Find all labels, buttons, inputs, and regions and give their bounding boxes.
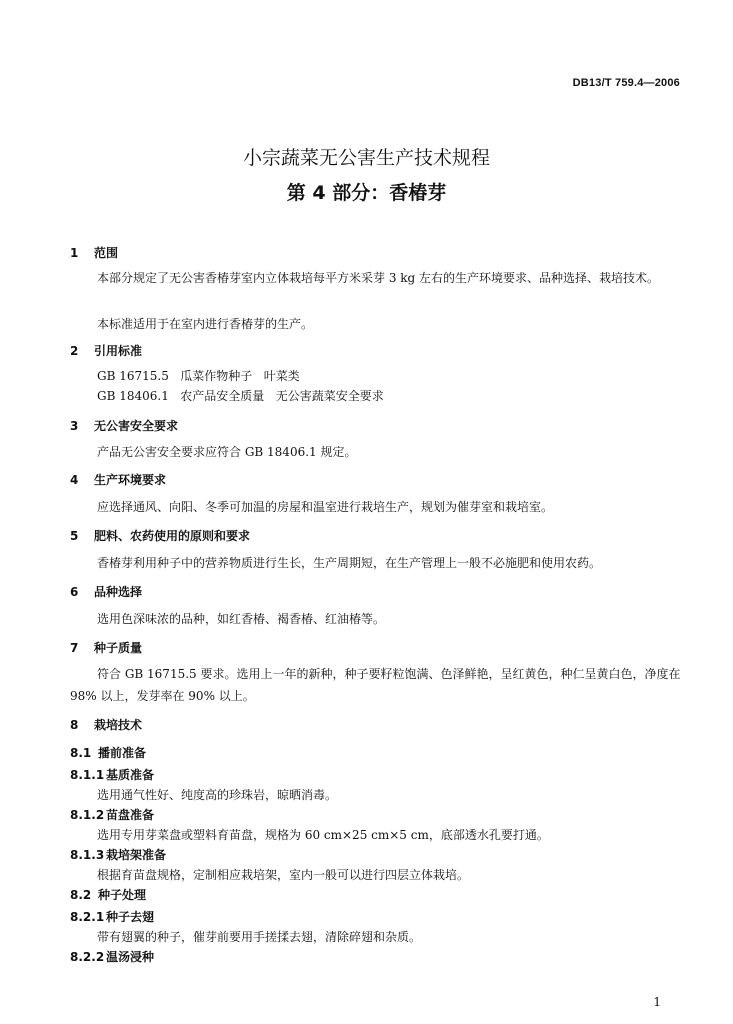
paragraph: 选用通气性好、纯度高的珍珠岩，晾晒消毒。 [97, 788, 338, 802]
section-title: 无公害安全要求 [94, 419, 179, 433]
subsection-heading-8-2-2 [70, 948, 154, 965]
section-title: 肥料、农药使用的原则和要求 [94, 529, 251, 543]
section-number: 8.1 [70, 746, 92, 760]
subsection-heading-8-1 [70, 744, 146, 761]
section-number: 8.2 [70, 888, 92, 902]
section-heading-1 [70, 244, 118, 261]
section-title: 栽培技术 [94, 718, 143, 732]
section-number: 8.2.1 [70, 910, 105, 924]
section-heading-6 [70, 583, 142, 600]
section-title: 范围 [94, 246, 119, 260]
section-title: 引用标准 [94, 344, 143, 358]
section-heading-4 [70, 471, 166, 488]
section-title: 基质准备 [106, 768, 155, 782]
section-title: 播前准备 [98, 746, 147, 760]
section-heading-3 [70, 417, 178, 434]
section-number: 4 [70, 473, 79, 487]
section-number: 7 [70, 641, 79, 655]
document-code: DB13/T 759.4—2006 [572, 77, 680, 89]
section-number: 6 [70, 585, 79, 599]
section-title: 栽培架准备 [106, 848, 167, 862]
section-heading-5 [70, 527, 250, 544]
section-number: 3 [70, 419, 79, 433]
section-number: 8 [70, 718, 79, 732]
subsection-heading-8-1-1 [70, 766, 154, 783]
paragraph: 选用色深味浓的品种，如红香椿、褐香椿、红油椿等。 [97, 612, 386, 626]
paragraph: 香椿芽利用种子中的营养物质进行生长，生产周期短，在生产管理上一般不必施肥和使用农药。 [97, 556, 602, 570]
section-heading-7 [70, 639, 142, 656]
page-number: 1 [653, 995, 661, 1009]
paragraph: 根据育苗盘规格，定制相应栽培架，室内一般可以进行四层立体栽培。 [97, 868, 470, 882]
section-number: 8.2.2 [70, 950, 105, 964]
section-title: 苗盘准备 [106, 808, 155, 822]
section-number: 8.1.2 [70, 808, 105, 822]
section-number: 2 [70, 344, 79, 358]
section-title: 种子处理 [98, 888, 147, 902]
paragraph: 选用专用芽菜盘或塑料育苗盘，规格为 60 cm×25 cm×5 cm，底部透水孔要打通。 [97, 828, 549, 842]
section-heading-8 [70, 716, 142, 733]
subsection-heading-8-2-1 [70, 908, 154, 925]
section-title: 温汤浸种 [106, 950, 155, 964]
section-number: 1 [70, 246, 79, 260]
section-title: 品种选择 [94, 585, 143, 599]
subsection-heading-8-1-2 [70, 806, 154, 823]
document-title: 小宗蔬菜无公害生产技术规程 [242, 147, 490, 169]
document-subtitle: 第 4 部分：香椿芽 [286, 182, 447, 204]
section-number: 8.1.1 [70, 768, 105, 782]
reference-item: GB 16715.5 瓜菜作物种子 叶菜类 [97, 369, 300, 383]
paragraph: 符合 GB 16715.5 要求。选用上一年的新种，种子要籽粒饱满、色泽鲜艳，呈红黄色，种仁呈黄白色，净度在 98% 以上，发芽率在 90% 以上。 [70, 667, 681, 703]
section-number: 8.1.3 [70, 848, 105, 862]
section-number: 5 [70, 529, 79, 543]
section-title: 种子质量 [94, 641, 143, 655]
section-heading-2 [70, 342, 142, 359]
paragraph: 本部分规定了无公害香椿芽室内立体栽培每平方米采芽 3 kg 左右的生产环境要求、品种选择、栽培技术。 [97, 271, 660, 285]
section-title: 生产环境要求 [94, 473, 167, 487]
paragraph: 带有翅翼的种子，催芽前要用手搓揉去翅，清除碎翅和杂质。 [97, 930, 422, 944]
section-title: 种子去翅 [106, 910, 155, 924]
subsection-heading-8-2 [70, 886, 146, 903]
reference-item: GB 18406.1 农产品安全质量 无公害蔬菜安全要求 [97, 389, 384, 403]
subsection-heading-8-1-3 [70, 846, 166, 863]
paragraph: 应选择通风、向阳、冬季可加温的房屋和温室进行栽培生产，规划为催芽室和栽培室。 [97, 500, 554, 514]
paragraph: 产品无公害安全要求应符合 GB 18406.1 规定。 [97, 445, 357, 459]
paragraph: 本标准适用于在室内进行香椿芽的生产。 [97, 317, 314, 331]
